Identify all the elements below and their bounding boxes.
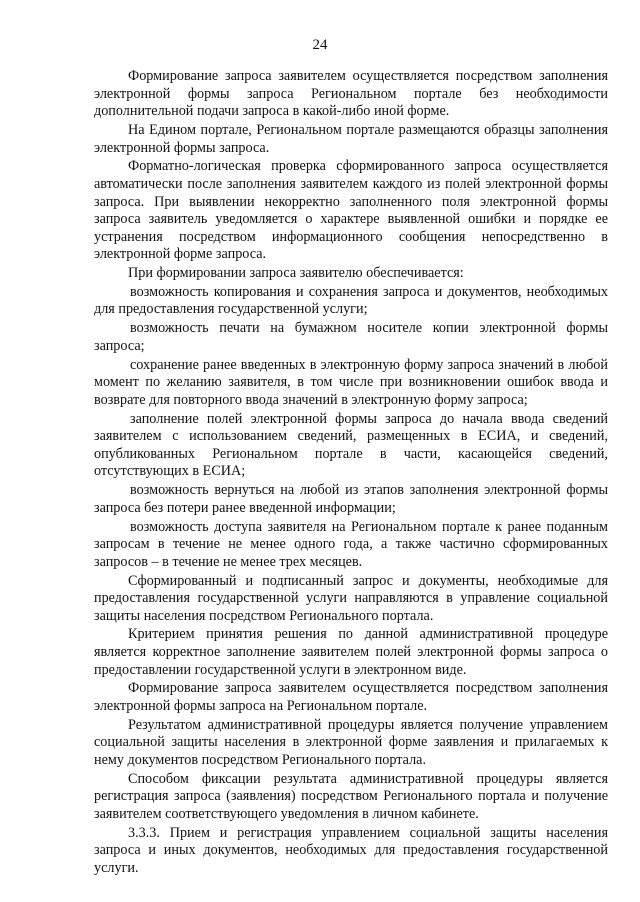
paragraph-provided-features-intro: При формировании запроса заявителю обеспечивается: [128,265,464,282]
paragraph-decision-criterion: Критерием принятия решения по данной административной процедуре является корректное заполнение заявителем полей электронной формы запроса о предоставлении государственной услуги в электронном виде. [94,626,608,678]
paragraph-submission: Сформированный и подписанный запрос и документы, необходимые для предоставления государственной услуги направляются в управление социальной защиты населения посредством Регионального портала. [94,572,608,624]
document-body [94,68,608,879]
paragraph-format-check: Форматно-логическая проверка сформированного запроса осуществляется автоматически после заполнения заявителем каждого из полей электронной формы запроса. При выявлении некорректно заполненного поля электронной формы запроса заявитель уведомляется о характере выявленной ошибки и порядке ее устранения посредством информационного сообщения непосредственно в электронной форме запроса. [94,158,608,263]
list-item-copy-save: возможность копирования и сохранения запроса и документов, необходимых для предоставления государственной услуги; [94,283,608,318]
list-item-prefill-esia: заполнение полей электронной формы запроса до начала ввода сведений заявителем с использованием сведений, размещенных в ЕСИА, и сведений, опубликованных Региональном портале в части, касающейся сведений, отсутствующих в ЕСИА; [94,410,608,480]
page-number: 24 [312,37,328,53]
paragraph-request-formation: Формирование запроса заявителем осуществляется посредством заполнения электронной формы запроса Региональном портале без необходимости дополнительной подачи запроса в какой-либо иной форме. [94,68,608,120]
list-item-print: возможность печати на бумажном носителе копии электронной формы запроса; [94,320,608,354]
paragraph-result-recording: Способом фиксации результата административной процедуры является регистрация запроса (заявления) посредством Регионального портала и получение заявителем соответствующего уведомления в личном кабинете. [94,770,608,822]
list-item-access-previous: возможность доступа заявителя на Региональном портале к ранее поданным запросам в течение не менее одного года, а также частично сформированных запросов – в течение не менее трех месяцев. [94,518,608,570]
paragraph-request-formation-repeat: Формирование запроса заявителем осуществляется посредством заполнения электронной формы запроса на Региональном портале. [94,680,608,715]
section-heading-3-3-3: 3.3.3. Прием и регистрация управлением социальной защиты населения запроса и иных документов, необходимых для предоставления государственной услуги. [94,824,608,876]
list-item-return-to-stage: возможность вернуться на любой из этапов заполнения электронной формы запроса без потери ранее введенной информации; [94,482,608,516]
list-item-save-values: сохранение ранее введенных в электронную форму запроса значений в любой момент по желанию заявителя, в том числе при возникновении ошибок ввода и возврате для повторного ввода значений в электронную форму запроса; [94,356,608,408]
paragraph-form-samples: На Едином портале, Региональном портале размещаются образцы заполнения электронной формы запроса. [94,121,608,156]
paragraph-result: Результатом административной процедуры является получение управлением социальной защиты населения в электронной форме заявления и прилагаемых к нему документов посредством Регионального портала. [94,716,608,768]
